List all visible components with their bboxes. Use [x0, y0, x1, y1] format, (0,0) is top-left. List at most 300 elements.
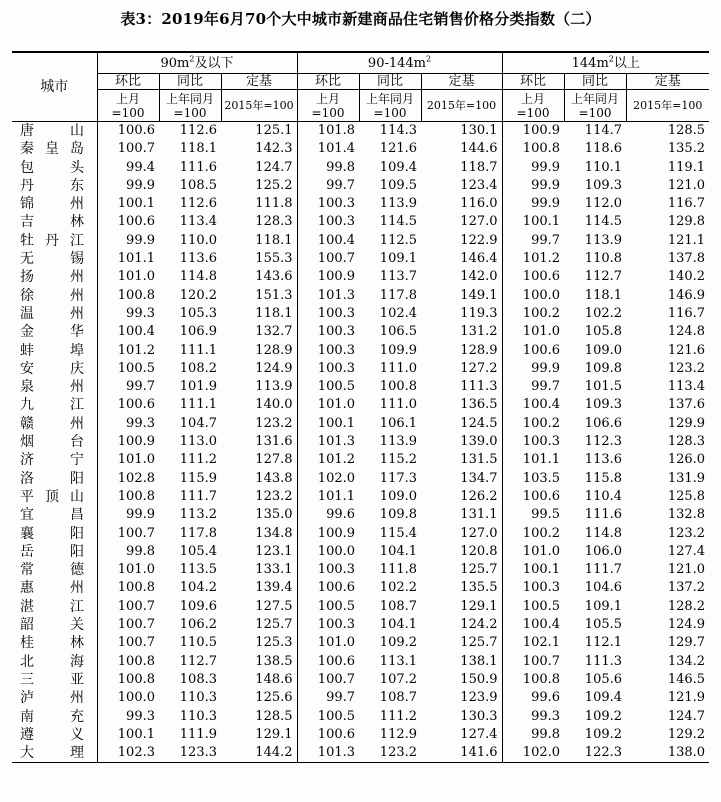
medium-yoy-cell: 114.5: [379, 214, 418, 230]
large-base-cell: 129.9: [667, 415, 706, 431]
small-yoy-cell: 106.2: [179, 617, 217, 633]
table-row: [12, 415, 709, 433]
table-row: [12, 579, 709, 597]
medium-base-cell: 138.1: [460, 653, 498, 669]
medium-yoy-cell: 114.3: [379, 123, 418, 138]
small-yoy-cell: 104.2: [179, 580, 217, 596]
city-name: 无锡: [20, 251, 84, 268]
base-header: 定基: [221, 74, 297, 90]
small-mom-cell: 100.7: [97, 140, 159, 158]
large-mom-cell: 101.0: [502, 543, 564, 561]
medium-mom-cell: 100.3: [297, 342, 359, 360]
large-base-cell: 128.2: [667, 598, 706, 614]
medium-yoy-cell: 109.1: [379, 251, 418, 267]
large-mom-cell: 99.7: [502, 232, 564, 250]
small-mom-cell: 100.9: [97, 433, 159, 451]
city-name: 襄阳: [20, 525, 84, 542]
small-base-cell: 125.6: [255, 690, 293, 706]
city-cell: [12, 598, 97, 616]
small-yoy-cell: 113.4: [179, 214, 217, 230]
large-base-cell: 124.8: [667, 324, 706, 340]
large-base-cell: 129.8: [667, 214, 706, 230]
small-yoy-cell: 113.2: [179, 507, 217, 523]
small-mom-cell: 102.3: [97, 744, 159, 763]
city-name: 丹东: [20, 177, 84, 194]
medium-base-cell: 126.2: [460, 488, 498, 504]
large-base-cell: 129.2: [667, 726, 706, 742]
medium-base-cell: 150.9: [460, 671, 498, 687]
small-base-cell: 123.2: [255, 415, 293, 431]
table-body: [12, 122, 709, 763]
large-yoy-cell: 112.7: [584, 269, 623, 285]
city-cell: [12, 250, 97, 268]
medium-mom-cell: 99.7: [297, 177, 359, 195]
city-cell: [12, 579, 97, 597]
small-yoy-cell: 108.3: [179, 671, 217, 687]
medium-mom-cell: 101.0: [297, 634, 359, 652]
small-yoy-cell: 104.7: [179, 415, 217, 431]
small-yoy-cell: 110.3: [179, 690, 217, 706]
group-header-small: $90m^2$及以下: [97, 52, 297, 74]
table-row: [12, 689, 709, 707]
medium-base-cell: 127.2: [460, 360, 498, 376]
small-mom-cell: 100.1: [97, 195, 159, 213]
table-row: [12, 708, 709, 726]
large-yoy-cell: 101.5: [584, 379, 623, 395]
medium-yoy-cell: 106.1: [379, 415, 418, 431]
large-mom-cell: 99.9: [502, 360, 564, 378]
city-name: 湛江: [20, 598, 84, 615]
medium-base-cell: 124.2: [460, 617, 498, 633]
city-name: 洛阳: [20, 470, 84, 487]
large-yoy-cell: 111.6: [584, 507, 623, 523]
small-yoy-cell: 108.2: [179, 360, 217, 376]
medium-yoy-cell: 111.8: [379, 562, 418, 578]
small-yoy-cell: 112.7: [179, 653, 217, 669]
medium-mom-cell: 100.7: [297, 250, 359, 268]
large-mom-cell: 102.1: [502, 634, 564, 652]
medium-yoy-cell: 113.7: [379, 269, 418, 285]
city-cell: [12, 323, 97, 341]
medium-base-cell: 119.3: [460, 305, 498, 321]
table-row: [12, 634, 709, 652]
city-name: 北海: [20, 653, 84, 670]
large-mom-cell: 99.7: [502, 378, 564, 396]
large-yoy-cell: 109.4: [584, 690, 623, 706]
medium-mom-cell: 99.7: [297, 689, 359, 707]
small-base-cell: 111.8: [255, 196, 293, 212]
city-name: 温州: [20, 305, 84, 322]
large-mom-cell: 101.1: [502, 451, 564, 469]
medium-base-cell: 146.4: [460, 251, 498, 267]
small-base-cell: 155.3: [255, 251, 293, 267]
medium-mom-cell: 100.5: [297, 708, 359, 726]
small-mom-cell: 100.1: [97, 726, 159, 744]
small-base-cell: 139.4: [255, 580, 293, 596]
medium-base-cell: 136.5: [460, 397, 498, 413]
medium-mom-cell: 101.3: [297, 744, 359, 763]
large-base-cell: 134.2: [667, 653, 706, 669]
medium-yoy-cell: 112.5: [379, 232, 418, 248]
small-mom-cell: 100.8: [97, 287, 159, 305]
large-yoy-cell: 105.8: [584, 324, 623, 340]
large-mom-cell: 100.9: [502, 122, 564, 141]
table-row: [12, 488, 709, 506]
price-index-table: [12, 51, 709, 763]
medium-yoy-cell: 112.9: [379, 726, 418, 742]
large-yoy-cell: 111.7: [584, 562, 623, 578]
table-row: [12, 433, 709, 451]
large-base-cell: 121.0: [667, 177, 706, 193]
city-name: 蚌埠: [20, 342, 84, 359]
medium-mom-cell: 100.6: [297, 726, 359, 744]
medium-mom-cell: 102.0: [297, 470, 359, 488]
medium-base-cell: 127.4: [460, 726, 498, 742]
large-base-cell: 127.4: [667, 543, 706, 559]
large-mom-cell: 100.3: [502, 579, 564, 597]
small-base-cell: 148.6: [255, 671, 293, 687]
large-mom-cell: 101.2: [502, 250, 564, 268]
medium-mom-cell: 100.7: [297, 671, 359, 689]
small-mom-cell: 100.6: [97, 396, 159, 414]
small-mom-cell: 99.9: [97, 177, 159, 195]
city-cell: [12, 451, 97, 469]
large-base-cell: 131.9: [667, 470, 706, 486]
city-name: 包头: [20, 159, 84, 176]
medium-base-cell: 134.7: [460, 470, 498, 486]
small-base-cell: 144.2: [221, 744, 297, 763]
small-base-cell: 125.2: [255, 177, 293, 193]
medium-yoy-cell: 115.4: [379, 525, 418, 541]
large-yoy-cell: 109.1: [584, 598, 623, 614]
medium-mom-cell: 100.1: [297, 415, 359, 433]
table-row: [12, 451, 709, 469]
city-name: 安庆: [20, 360, 84, 377]
large-mom-cell: 100.4: [502, 616, 564, 634]
large-mom-cell: 100.8: [502, 671, 564, 689]
large-base-cell: 132.8: [667, 507, 706, 523]
small-base-cell: 127.5: [255, 598, 293, 614]
medium-base-cell: 111.3: [460, 379, 498, 395]
large-base-cell: 138.0: [626, 744, 709, 763]
medium-yoy-cell: 113.9: [379, 196, 418, 212]
table-row: [12, 653, 709, 671]
large-base-cell: 116.7: [667, 305, 706, 321]
small-mom-cell: 100.5: [97, 360, 159, 378]
table-row: [12, 342, 709, 360]
yoy-subheader: 上年同月=100: [564, 90, 626, 122]
large-yoy-cell: 109.2: [584, 708, 623, 724]
large-mom-cell: 100.2: [502, 305, 564, 323]
table-header: [12, 52, 709, 122]
small-mom-cell: 99.7: [97, 378, 159, 396]
large-base-cell: 125.8: [667, 488, 706, 504]
small-base-cell: 124.9: [255, 360, 293, 376]
large-base-cell: 128.5: [667, 123, 706, 138]
small-mom-cell: 100.4: [97, 323, 159, 341]
medium-yoy-cell: 109.8: [379, 507, 418, 523]
medium-base-cell: 120.8: [460, 543, 498, 559]
city-name: 济宁: [20, 452, 84, 469]
medium-yoy-cell: 117.3: [379, 470, 418, 486]
large-mom-cell: 100.3: [502, 433, 564, 451]
small-yoy-cell: 115.9: [179, 470, 217, 486]
medium-yoy-cell: 113.1: [379, 653, 418, 669]
medium-base-cell: 127.0: [460, 525, 498, 541]
medium-mom-cell: 101.4: [297, 140, 359, 158]
large-base-cell: 126.0: [667, 452, 706, 468]
medium-mom-cell: 100.5: [297, 598, 359, 616]
city-name: 泉州: [20, 379, 84, 396]
city-cell: [12, 287, 97, 305]
medium-base-cell: 135.5: [460, 580, 498, 596]
city-name: 烟台: [20, 434, 84, 451]
large-mom-cell: 100.6: [502, 488, 564, 506]
medium-base-cell: 124.5: [460, 415, 498, 431]
small-mom-cell: 99.3: [97, 708, 159, 726]
table-row: [12, 305, 709, 323]
city-cell: [12, 543, 97, 561]
large-yoy-cell: 110.8: [584, 251, 623, 267]
large-mom-cell: 100.6: [502, 342, 564, 360]
large-yoy-cell: 111.3: [584, 653, 623, 669]
medium-yoy-cell: 121.6: [379, 141, 418, 157]
small-base-cell: 125.1: [255, 123, 293, 138]
large-base-cell: 121.9: [667, 690, 706, 706]
medium-mom-cell: 101.3: [297, 433, 359, 451]
medium-base-cell: 116.0: [460, 196, 498, 212]
medium-base-cell: 123.9: [460, 690, 498, 706]
medium-mom-cell: 101.3: [297, 287, 359, 305]
medium-mom-cell: 100.3: [297, 561, 359, 579]
city-cell: [12, 268, 97, 286]
large-yoy-cell: 112.3: [584, 434, 623, 450]
medium-base-cell: 125.7: [460, 562, 498, 578]
large-base-cell: 137.6: [667, 397, 706, 413]
city-cell: [12, 561, 97, 579]
medium-mom-cell: 101.1: [297, 488, 359, 506]
medium-yoy-cell: 107.2: [379, 671, 418, 687]
large-mom-cell: 100.1: [502, 561, 564, 579]
city-cell: [12, 360, 97, 378]
large-yoy-cell: 114.8: [584, 525, 623, 541]
city-cell: [12, 122, 97, 141]
small-mom-cell: 99.8: [97, 543, 159, 561]
city-cell: [12, 177, 97, 195]
small-yoy-cell: 108.5: [179, 177, 217, 193]
large-yoy-cell: 104.6: [584, 580, 623, 596]
small-mom-cell: 99.9: [97, 232, 159, 250]
medium-yoy-cell: 108.7: [379, 598, 418, 614]
city-column-header: 城市: [12, 52, 97, 122]
small-base-cell: 118.1: [255, 232, 293, 248]
city-name: 平顶山: [20, 488, 84, 505]
large-base-cell: 146.5: [667, 671, 706, 687]
table-row: [12, 378, 709, 396]
small-mom-cell: 101.0: [97, 268, 159, 286]
table-row: [12, 287, 709, 305]
medium-yoy-cell: 106.5: [379, 324, 418, 340]
medium-yoy-cell: 111.0: [379, 360, 418, 376]
table-row: [12, 671, 709, 689]
medium-mom-cell: 100.5: [297, 378, 359, 396]
small-mom-cell: 100.6: [97, 213, 159, 231]
large-yoy-cell: 113.6: [584, 452, 623, 468]
small-yoy-cell: 117.8: [179, 525, 217, 541]
group-header-large: $144m^2$以上: [502, 52, 709, 74]
medium-base-cell: 141.6: [421, 744, 502, 763]
large-mom-cell: 99.5: [502, 506, 564, 524]
large-mom-cell: 100.0: [502, 287, 564, 305]
large-mom-cell: 100.2: [502, 525, 564, 543]
medium-yoy-cell: 109.9: [379, 342, 418, 358]
large-yoy-cell: 114.7: [584, 123, 623, 138]
table-row: [12, 506, 709, 524]
city-name: 南充: [20, 708, 84, 725]
medium-base-cell: 125.7: [460, 635, 498, 651]
city-cell: [12, 470, 97, 488]
medium-base-cell: 142.0: [460, 269, 498, 285]
small-mom-cell: 99.4: [97, 159, 159, 177]
medium-yoy-cell: 100.8: [379, 379, 418, 395]
large-mom-cell: 100.1: [502, 213, 564, 231]
table-row: [12, 396, 709, 414]
large-mom-cell: 100.8: [502, 140, 564, 158]
large-mom-cell: 99.9: [502, 195, 564, 213]
small-mom-cell: 100.8: [97, 653, 159, 671]
small-mom-cell: 101.0: [97, 451, 159, 469]
medium-yoy-cell: 115.2: [379, 452, 418, 468]
small-yoy-cell: 114.8: [179, 269, 217, 285]
large-yoy-cell: 112.1: [584, 635, 623, 651]
small-mom-cell: 100.7: [97, 634, 159, 652]
large-mom-cell: 101.0: [502, 323, 564, 341]
city-cell: [12, 744, 97, 763]
large-mom-cell: 100.7: [502, 653, 564, 671]
large-base-cell: 116.7: [667, 196, 706, 212]
medium-mom-cell: 101.8: [297, 122, 359, 141]
small-mom-cell: 100.8: [97, 488, 159, 506]
city-cell: [12, 433, 97, 451]
small-mom-cell: 100.0: [97, 689, 159, 707]
medium-mom-cell: 101.0: [297, 396, 359, 414]
large-mom-cell: 102.0: [502, 744, 564, 763]
small-base-cell: 131.6: [255, 434, 293, 450]
large-yoy-cell: 109.3: [584, 177, 623, 193]
city-cell: [12, 653, 97, 671]
city-name: 惠州: [20, 580, 84, 597]
mom-header: 环比: [97, 74, 159, 90]
large-base-cell: 121.0: [667, 562, 706, 578]
mom-subheader: 上月=100: [97, 90, 159, 122]
medium-mom-cell: 100.3: [297, 323, 359, 341]
large-yoy-cell: 112.0: [584, 196, 623, 212]
mom-header: 环比: [297, 74, 359, 90]
small-yoy-cell: 113.6: [179, 251, 217, 267]
large-yoy-cell: 122.3: [564, 744, 626, 763]
city-cell: [12, 342, 97, 360]
city-cell: [12, 396, 97, 414]
small-base-cell: 140.0: [255, 397, 293, 413]
large-yoy-cell: 105.5: [584, 617, 623, 633]
large-mom-cell: 100.2: [502, 415, 564, 433]
small-yoy-cell: 110.0: [179, 232, 217, 248]
medium-yoy-cell: 109.5: [379, 177, 418, 193]
city-cell: [12, 488, 97, 506]
table-row: [12, 213, 709, 231]
city-cell: [12, 634, 97, 652]
medium-base-cell: 131.2: [460, 324, 498, 340]
medium-base-cell: 127.0: [460, 214, 498, 230]
medium-mom-cell: 100.9: [297, 268, 359, 286]
small-mom-cell: 100.7: [97, 525, 159, 543]
medium-yoy-cell: 102.2: [379, 580, 418, 596]
medium-mom-cell: 99.6: [297, 506, 359, 524]
small-yoy-cell: 111.1: [179, 342, 217, 358]
yoy-subheader: 上年同月=100: [359, 90, 421, 122]
small-base-cell: 142.3: [255, 141, 293, 157]
city-name: 徐州: [20, 287, 84, 304]
city-name: 九江: [20, 397, 84, 414]
small-yoy-cell: 120.2: [179, 287, 217, 303]
small-yoy-cell: 111.2: [179, 452, 217, 468]
large-yoy-cell: 113.9: [584, 232, 623, 248]
medium-mom-cell: 100.0: [297, 543, 359, 561]
medium-mom-cell: 100.3: [297, 213, 359, 231]
medium-yoy-cell: 111.2: [379, 708, 418, 724]
small-yoy-cell: 101.9: [179, 379, 217, 395]
table-row: [12, 543, 709, 561]
small-yoy-cell: 110.5: [179, 635, 217, 651]
city-name: 遵义: [20, 726, 84, 743]
medium-yoy-cell: 109.4: [379, 159, 418, 175]
small-base-cell: 134.8: [255, 525, 293, 541]
small-yoy-cell: 106.9: [179, 324, 217, 340]
medium-mom-cell: 100.3: [297, 616, 359, 634]
table-row: [12, 177, 709, 195]
table-row: [12, 268, 709, 286]
large-base-cell: 129.7: [667, 635, 706, 651]
medium-base-cell: 144.6: [460, 141, 498, 157]
medium-mom-cell: 101.2: [297, 451, 359, 469]
large-mom-cell: 100.4: [502, 396, 564, 414]
table-row: [12, 122, 709, 141]
small-base-cell: 132.7: [255, 324, 293, 340]
city-cell: [12, 305, 97, 323]
large-yoy-cell: 118.6: [584, 141, 623, 157]
small-base-cell: 143.6: [255, 269, 293, 285]
yoy-header: 同比: [159, 74, 221, 90]
base-subheader: 2015年=100: [421, 90, 502, 122]
medium-base-cell: 123.4: [460, 177, 498, 193]
small-base-cell: 125.3: [255, 635, 293, 651]
small-base-cell: 151.3: [255, 287, 293, 303]
medium-yoy-cell: 104.1: [379, 617, 418, 633]
small-base-cell: 113.9: [255, 379, 293, 395]
medium-yoy-cell: 108.7: [379, 690, 418, 706]
large-base-cell: 124.9: [667, 617, 706, 633]
large-yoy-cell: 115.8: [584, 470, 623, 486]
large-yoy-cell: 109.3: [584, 397, 623, 413]
small-mom-cell: 100.6: [97, 122, 159, 141]
small-base-cell: 128.3: [255, 214, 293, 230]
yoy-header: 同比: [359, 74, 421, 90]
small-mom-cell: 99.3: [97, 415, 159, 433]
table-row: [12, 195, 709, 213]
medium-mom-cell: 100.6: [297, 653, 359, 671]
medium-mom-cell: 100.6: [297, 579, 359, 597]
large-base-cell: 137.8: [667, 251, 706, 267]
